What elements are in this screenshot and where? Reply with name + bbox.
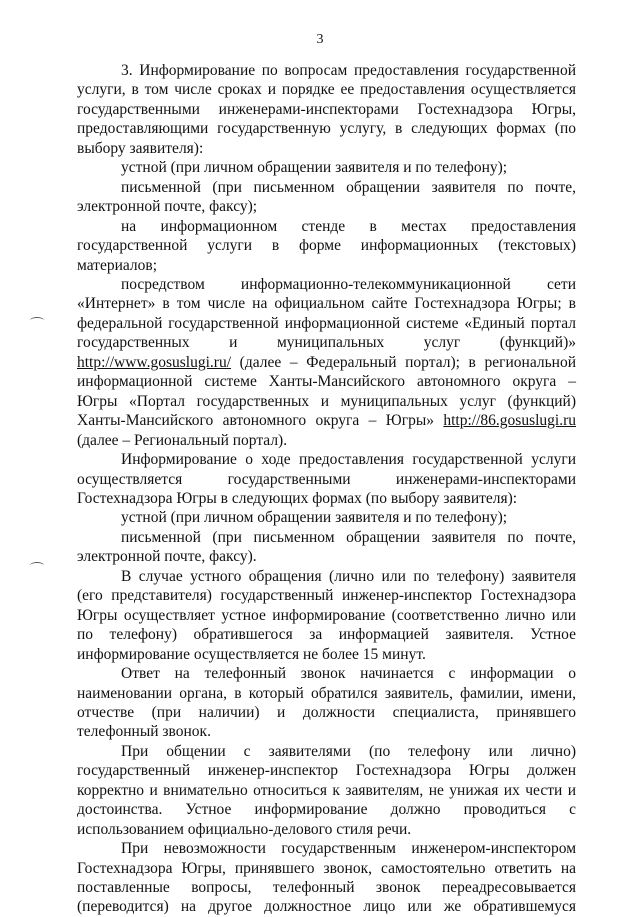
paragraph-oral-request: В случае устного обращения (лично или по телефону) заявителя (его представителя) государственный инженер-инспектор Гостехнадзора Югры осуществляет устное информирование (соответственно лично или по телефону) обратившегося за информацией заявителя. Устное информирование осуществляется не более 15 минут. [77, 567, 576, 663]
margin-mark [30, 562, 44, 569]
internet-text-1: посредством информационно-телекоммуникационной сети «Интернет» в том числе на официальном сайте Гостехнадзора Югры; в федеральной государственной информационной системе «Единый портал государственных и муниципальных услуг (функций)» [77, 275, 576, 352]
internet-text-2: (далее – Федеральный портал); в региональной информационной системе Ханты-Мансийского автономного округа – Югры «Портал государственных и муниципальных услуг (функций) Ханты-Мансийского автономного округа – Югры» [77, 353, 576, 430]
paragraph-progress-informing: Информирование о ходе предоставления государственной услуги осуществляется государственными инженерами-инспекторами Гостехнадзора Югры в следующих формах (по выбору заявителя): [77, 451, 576, 507]
list-item-info-stand: на информационном стенде в местах предоставления государственной услуги в форме информационных (текстовых) материалов; [77, 217, 576, 274]
regional-portal-link[interactable]: http://86.gosuslugi.ru [443, 412, 576, 430]
paragraph-communication: При общении с заявителями (по телефону или лично) государственный инженер-инспектор Гостехнадзора Югры должен корректно и внимательно относиться к заявителям, не унижая их чести и достоинства. Устное информирование должно проводиться с использованием официально-делового стиля речи. [77, 742, 576, 838]
margin-mark [30, 317, 44, 324]
list-item-oral-2: устной (при личном обращении заявителя и по телефону); [121, 509, 508, 527]
paragraph-redirect: При невозможности государственным инженером-инспектором Гостехнадзора Югры, принявшего звонок, самостоятельно ответить на поставленные вопросы, телефонный звонок переадресовывается (переводится) на другое должностное лицо или же обратившемуся [77, 840, 576, 916]
list-item-written-2: письменной (при письменном обращении заявителя по почте, электронной почте, факсу). [77, 528, 576, 566]
list-item-written: письменной (при письменном обращении заявителя по почте, электронной почте, факсу); [77, 178, 576, 216]
document-body [77, 61, 576, 917]
list-item-internet [77, 275, 576, 450]
page-number: 3 [316, 32, 324, 47]
paragraph-informing-forms: 3. Информирование по вопросам предоставления государственной услуги, в том числе сроках и порядке ее предоставления осуществляется государственными инженерами-инспекторами Гостехнадзора Югры, предоставляющими государственную услугу, в следующих формах (по выбору заявителя): [77, 62, 576, 157]
list-item-oral: устной (при личном обращении заявителя и по телефону); [121, 159, 508, 177]
internet-text-3: (далее – Региональный портал). [77, 431, 288, 449]
federal-portal-link[interactable]: http://www.gosuslugi.ru/ [77, 353, 232, 371]
paragraph-phone-answer: Ответ на телефонный звонок начинается с информации о наименовании органа, в который обратился заявитель, фамилии, имени, отчестве (при наличии) и должности специалиста, принявшего телефонный звонок. [77, 665, 576, 741]
